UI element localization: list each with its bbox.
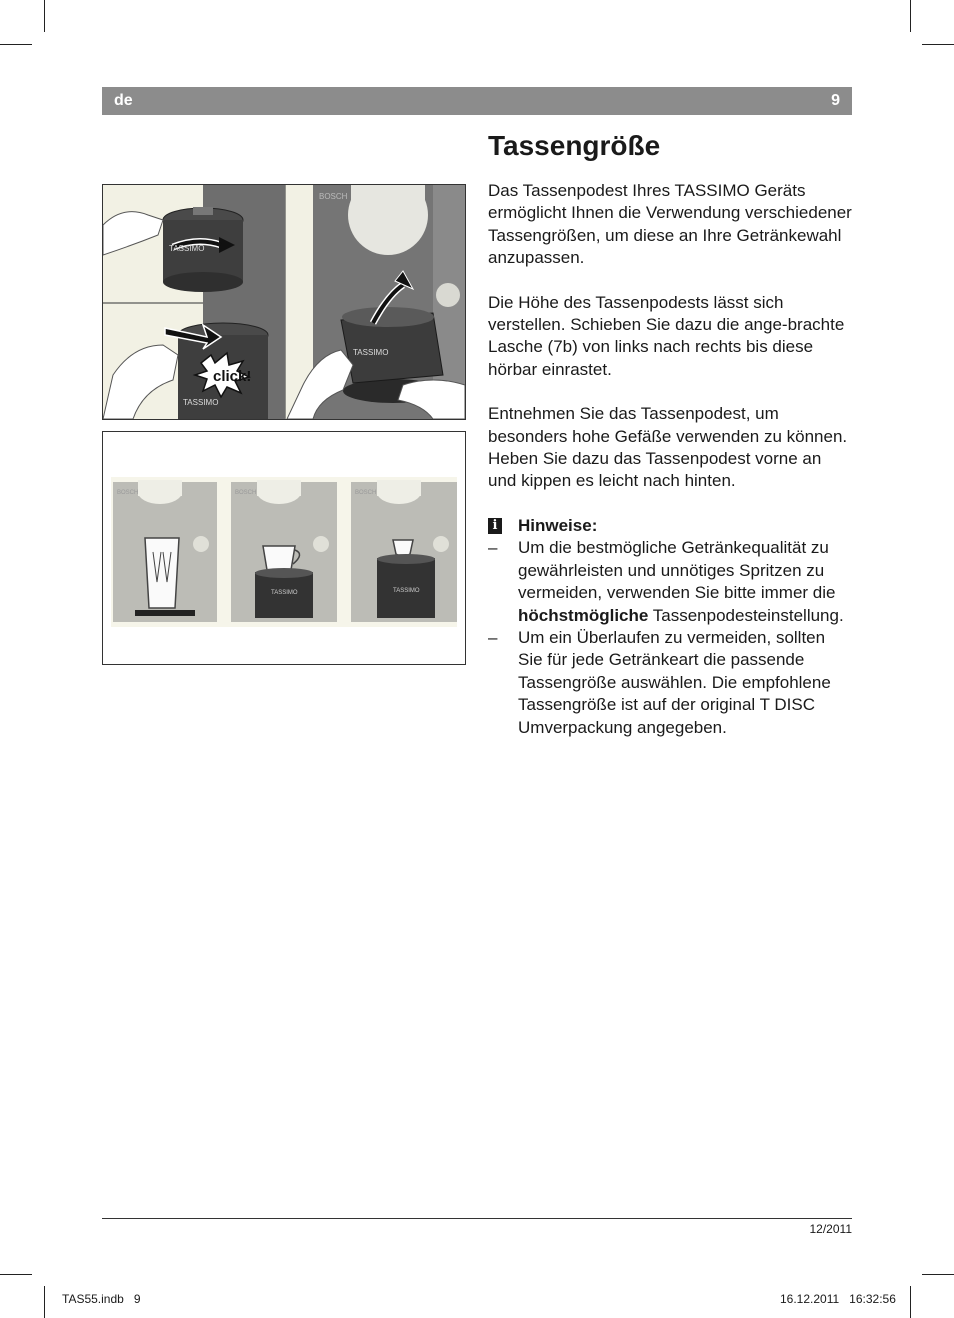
- info-icon: i: [488, 518, 502, 534]
- footer-rule: [102, 1218, 852, 1219]
- note-item: [488, 627, 854, 739]
- footer-date: 12/2011: [809, 1222, 852, 1236]
- brand-label: TASSIMO: [183, 398, 219, 407]
- language-label: de: [114, 92, 133, 109]
- dash-bullet: –: [488, 538, 498, 558]
- bosch-logo-text: BOSCH: [117, 490, 139, 496]
- cup-stand-adjust-illustration: [103, 185, 465, 419]
- note-text: Tassenpodesteinstellung.: [648, 605, 844, 625]
- brand-label: TASSIMO: [353, 348, 389, 357]
- crop-mark: [922, 1274, 954, 1275]
- note-emphasis: höchstmögliche: [518, 605, 649, 625]
- notes-heading-label: Hinweise:: [518, 515, 598, 535]
- crop-mark: [910, 1286, 911, 1318]
- paragraph: Die Höhe des Tassenpodests lässt sich verstellen. Schieben Sie dazu die ange-brachte Lasche (7b) von links nach rechts bis diese hörbar einrastet.: [488, 292, 845, 379]
- figure-cup-sizes: [102, 431, 466, 665]
- crop-mark: [0, 44, 32, 45]
- paragraph: Entnehmen Sie das Tassenpodest, um besonders hohe Gefäße verwenden zu können. Heben Sie dazu das Tassenpodest vorne an und kippen es leicht nach hinten.: [488, 404, 848, 491]
- bosch-logo-text: BOSCH: [235, 490, 257, 496]
- click-label: click!: [213, 368, 252, 385]
- crop-mark: [0, 1274, 32, 1275]
- print-slug-timestamp: [780, 1292, 896, 1306]
- notes-heading: [488, 515, 854, 537]
- crop-mark: [910, 0, 911, 32]
- crop-mark: [44, 0, 45, 32]
- dash-bullet: –: [488, 627, 498, 647]
- crop-mark: [44, 1286, 45, 1318]
- brand-label: TASSIMO: [271, 590, 298, 596]
- page-number: 9: [831, 92, 840, 109]
- note-text: Um die bestmögliche Getränkequalität zu gewährleisten und unnötiges Spritzen zu vermeiden, verwenden Sie bitte immer die: [518, 538, 836, 603]
- bosch-logo-text: BOSCH: [319, 192, 348, 201]
- brand-label: TASSIMO: [169, 244, 205, 253]
- slug-timestamp-text: 16.12.2011 16:32:56: [780, 1292, 896, 1306]
- body-text: [488, 180, 854, 739]
- crop-mark: [922, 44, 954, 45]
- page-title: Tassengröße: [488, 130, 661, 161]
- paragraph: Das Tassenpodest Ihres TASSIMO Geräts ermöglicht Ihnen die Verwendung verschiedener Tassengrößen, um diese an Ihre Getränkewahl anzupassen.: [488, 181, 852, 268]
- cup-sizes-illustration: [103, 432, 465, 664]
- print-slug-file: [62, 1292, 141, 1306]
- brand-label: TASSIMO: [393, 588, 420, 594]
- page-header-bar: [102, 87, 852, 115]
- figure-cup-stand-adjust: [102, 184, 466, 420]
- machine-tall-glass: [113, 480, 217, 622]
- machine-small-cup: [351, 480, 457, 622]
- slug-file-text: TAS55.indb 9: [62, 1292, 141, 1306]
- machine-normal-cup: [231, 480, 337, 622]
- bosch-logo-text: BOSCH: [355, 490, 377, 496]
- note-text: Um ein Überlaufen zu vermeiden, sollten Sie für jede Getränkeart die passende Tassengröße auswählen. Die empfohlene Tassengröße ist auf der original T DISC Umverpackung angegeben.: [518, 627, 831, 737]
- note-item: [488, 537, 854, 627]
